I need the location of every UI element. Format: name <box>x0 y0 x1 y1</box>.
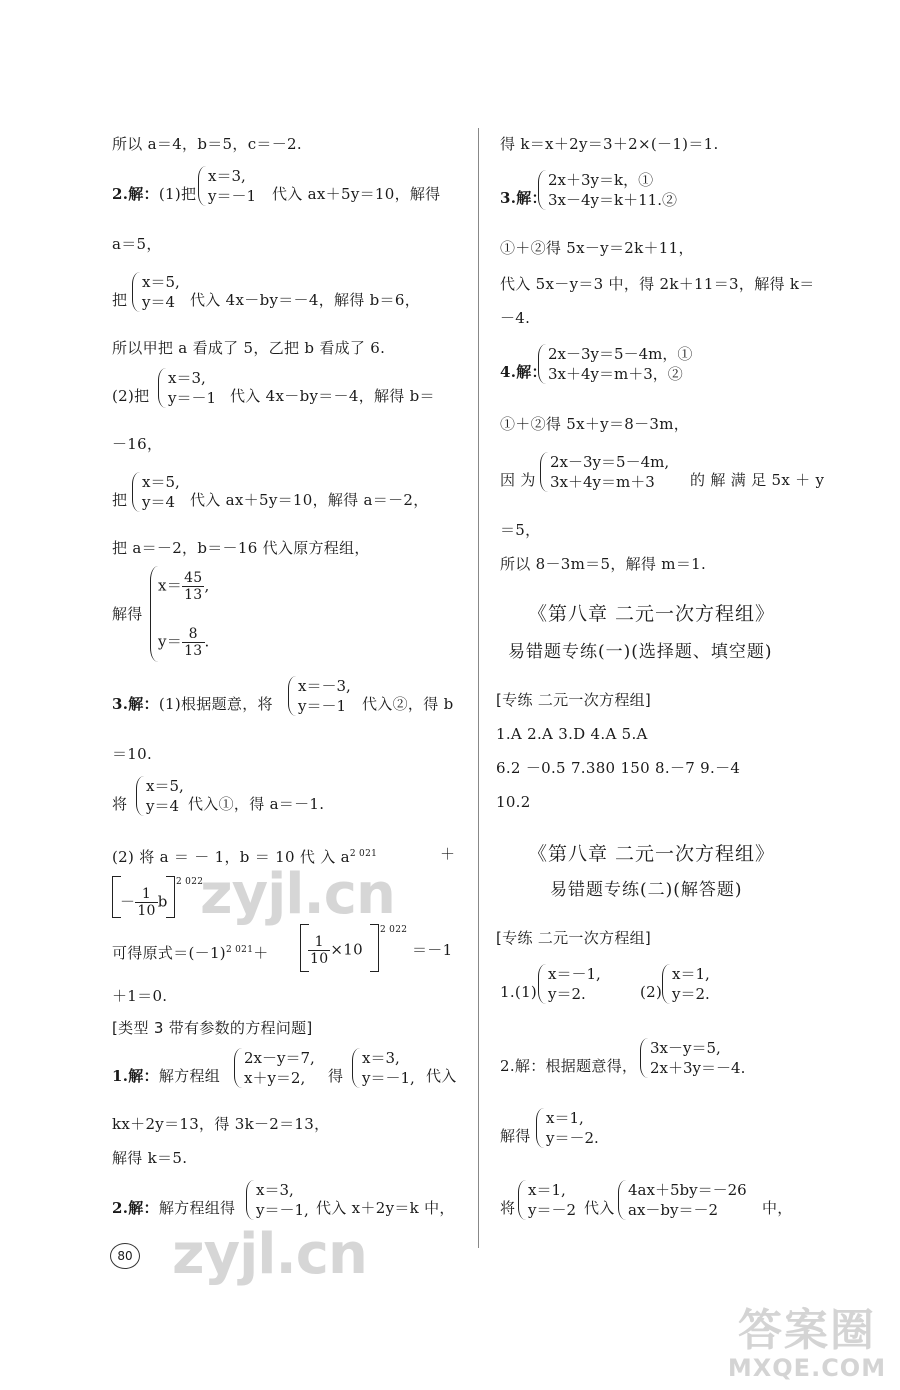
equation-system: 2x－3y＝5－4m，① 3x＋4y＝m＋3，② <box>538 344 692 384</box>
chapter-title: 《第八章 二元一次方程组》 <box>528 843 776 865</box>
problem-2-label: 2.解：(1)把 <box>112 185 197 203</box>
text-line: －16， <box>112 435 163 453</box>
logo-text: 答案圈 <box>738 1305 876 1356</box>
equation-system: x＝－3, y＝－1 <box>288 676 351 716</box>
section-heading: [类型 3 带有参数的方程问题] <box>112 1019 313 1037</box>
equation-system: x＝5, y＝4 <box>136 776 184 816</box>
text-line: kx＋2y＝13，得 3k－2＝13， <box>112 1115 330 1133</box>
equation-system: x＝1, y＝－2. <box>536 1108 599 1148</box>
text-line: 可得原式$=(-1)^{2 021}+$ <box>112 944 269 962</box>
text-line: 代入②，得 b <box>362 695 454 713</box>
text-line: ＝－1 <box>412 941 453 959</box>
page-number: 80 <box>110 1243 140 1269</box>
problem-3-label: 3.解：(1)根据题意，将 <box>112 695 273 713</box>
answer-line: 1.A 2.A 3.D 4.A 5.A <box>496 725 648 743</box>
text-line: 代入 4x－by＝－4，解得 b＝ <box>230 387 435 405</box>
text-line: 代入 ax＋5y＝10，解得 a＝－2， <box>190 491 429 509</box>
equation-system: x＝3, y＝－1 <box>158 368 216 408</box>
text-line: 把 <box>112 491 128 509</box>
equation-system: x＝5, y＝4 <box>132 272 180 312</box>
chapter-title: 《第八章 二元一次方程组》 <box>528 603 776 625</box>
equation-system: x＝3, y＝－1 <box>198 166 256 206</box>
text-line: (2) 将 a ＝ － 1，b ＝ 10 代 入 $a^{2 021}$ <box>112 848 378 866</box>
text-line: (2)把 <box>112 387 150 405</box>
text-line: 因 为 <box>500 471 536 489</box>
text-line: 所以 a＝4，b＝5，c＝－2. <box>112 135 302 153</box>
text-line: ＋1＝0. <box>112 987 168 1005</box>
equation-system: x＝3, y＝－1, <box>246 1180 309 1220</box>
question-2-label: 2.解：解方程组得 <box>112 1199 236 1217</box>
text-line: 所以 8－3m＝5，解得 m＝1. <box>500 555 707 573</box>
text-line: ＝10. <box>112 745 153 763</box>
text-line: 解得 <box>500 1127 531 1145</box>
problem-3-label: 3.解： <box>500 189 547 207</box>
answer-line: 10.2 <box>496 793 531 811</box>
text-line: －4. <box>500 309 531 327</box>
text-line: 得 k＝x＋2y＝3＋2×(－1)＝1. <box>500 135 719 153</box>
text-line: 代入 <box>584 1199 615 1217</box>
text-line: 代入 <box>426 1067 457 1085</box>
equation-system: 2x－3y＝5－4m, 3x＋4y＝m＋3 <box>540 452 669 492</box>
text-line: a＝5， <box>112 235 162 253</box>
fraction-expression: $\frac{1}{10}$ ×10 <box>310 934 363 967</box>
text-line: 2.解：根据题意得， <box>500 1057 638 1075</box>
section-subtitle: 易错题专练(一)(选择题、填空题) <box>508 642 773 662</box>
text-line: 把 a＝－2，b＝－16 代入原方程组， <box>112 539 370 557</box>
bracket <box>166 876 175 918</box>
equation-system: 3x－y＝5, 2x＋3y＝－4. <box>640 1038 745 1078</box>
text-line: 代入 4x－by＝－4，解得 b＝6， <box>190 291 421 309</box>
section-heading: [专练 二元一次方程组] <box>496 691 652 709</box>
text-line: ＋ <box>440 845 456 863</box>
equation-system: x＝3, y＝－1, <box>352 1048 415 1088</box>
equation-system: x＝－1, y＝2. <box>538 964 601 1004</box>
exponent: 2 022 <box>380 925 408 935</box>
text-line: 代入①，得 a＝－1. <box>188 795 325 813</box>
text-line: 得 <box>328 1067 344 1085</box>
question-1-label: 1.解：解方程组 <box>112 1067 221 1085</box>
text-line: ＝5， <box>500 521 541 539</box>
fraction-equation: x＝ $\frac{45}{13}$ , <box>158 570 210 603</box>
section-subtitle: 易错题专练(二)(解答题) <box>550 880 743 900</box>
fraction-equation: y＝ $\frac{8}{13}$ . <box>158 626 210 659</box>
equation-system: 2x＋3y＝k，① 3x－4y＝k＋11.② <box>538 170 677 210</box>
text-line: ①＋②得 5x＋y＝8－3m， <box>500 415 690 433</box>
bracket <box>370 924 379 972</box>
site-logo <box>722 1305 892 1386</box>
equation-system: 4ax＋5by＝－26 ax－by＝－2 <box>618 1180 747 1220</box>
fraction-expression: － $\frac{1}{10}$ b <box>120 886 168 919</box>
equation-system: 2x－y＝7, x＋y＝2, <box>234 1048 315 1088</box>
watermark: zyjl.cn <box>200 862 395 927</box>
text-line: (2) <box>640 983 663 1001</box>
answer-line: 6.2 －0.5 7.380 150 8.－7 9.－4 <box>496 759 741 777</box>
section-heading: [专练 二元一次方程组] <box>496 929 652 947</box>
equation-system: x＝5, y＝4 <box>132 472 180 512</box>
text-line: 解得 k＝5. <box>112 1149 188 1167</box>
text-line: 代入 x＋2y＝k 中， <box>316 1199 455 1217</box>
text-line: 把 <box>112 291 128 309</box>
text-line: 解得 <box>112 605 143 623</box>
text-line: 所以甲把 a 看成了 5，乙把 b 看成了 6. <box>112 339 386 357</box>
text-line: 将 <box>112 795 128 813</box>
text-line: 的 解 满 足 5x ＋ y <box>690 471 825 489</box>
column-divider <box>478 128 479 1248</box>
exponent: 2 022 <box>176 877 204 887</box>
watermark: zyjl.cn <box>172 1222 367 1287</box>
text-line: ①＋②得 5x－y＝2k＋11， <box>500 239 694 257</box>
text-line: 1.(1) <box>500 983 538 1001</box>
equation-system: x＝1, y＝－2 <box>518 1180 576 1220</box>
text-line: 将 <box>500 1199 516 1217</box>
equation-system: x＝1, y＝2. <box>662 964 710 1004</box>
text-line: 代入 ax＋5y＝10，解得 <box>272 185 441 203</box>
logo-domain: MXQE.COM <box>727 1354 887 1382</box>
text-line: 中， <box>762 1199 793 1217</box>
problem-4-label: 4.解： <box>500 363 547 381</box>
text-line: 代入 5x－y＝3 中，得 2k＋11＝3，解得 k＝ <box>500 275 815 293</box>
